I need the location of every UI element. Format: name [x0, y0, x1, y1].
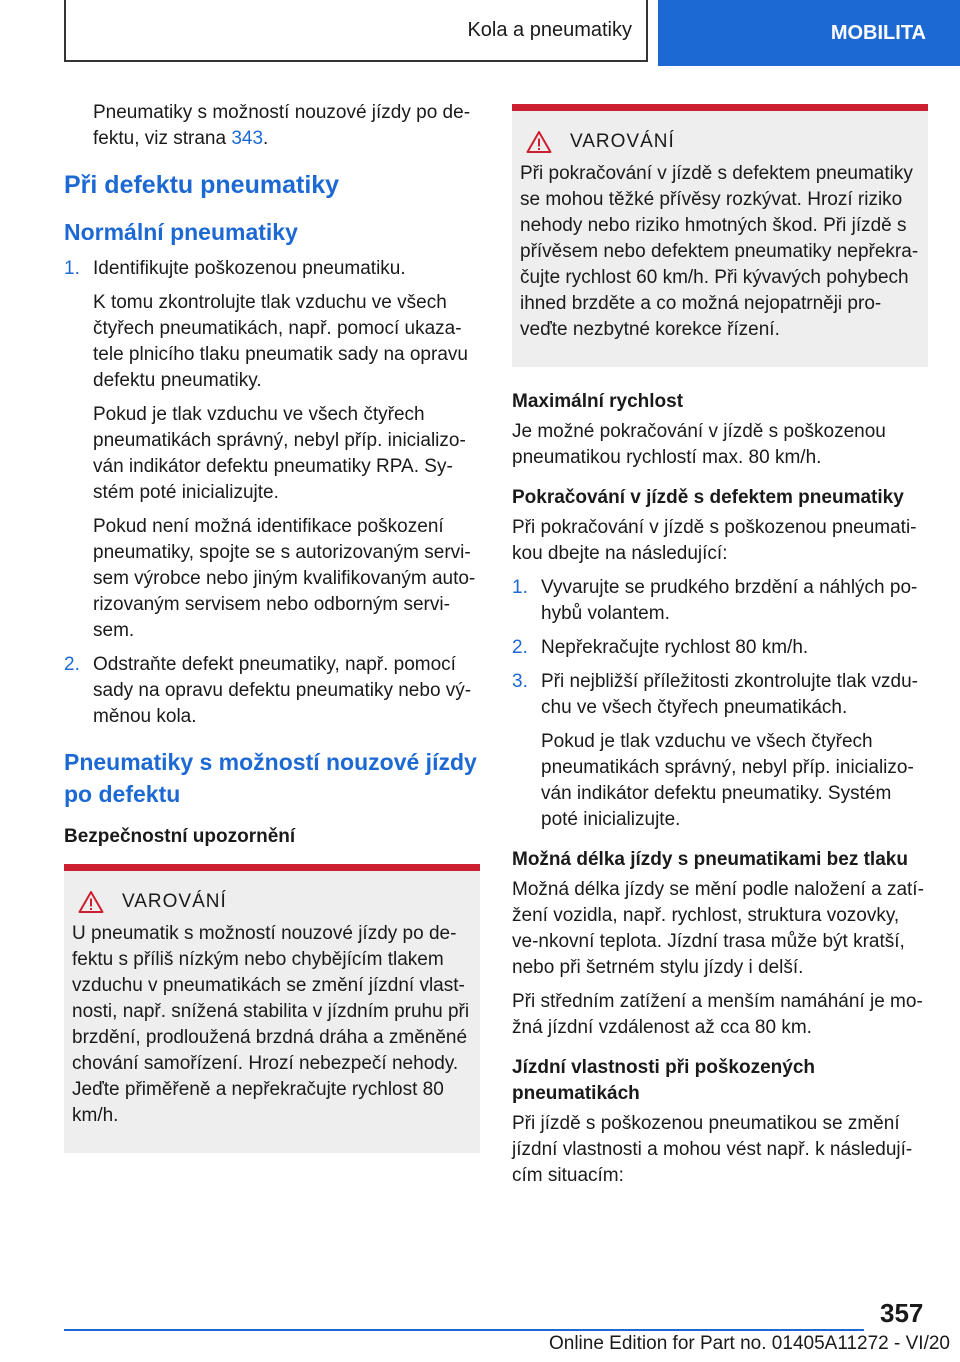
chapter-title: MOBILITA — [830, 21, 926, 44]
max-speed-heading: Maximální rychlost — [512, 391, 684, 412]
intro-text: Pneumatiky s možností nouzové jízdy po de-fektu, viz strana — [93, 102, 471, 149]
warning-text: Při pokračování v jízdě s defektem pneumatiky se mohou těžké přívěsy rozkývat. Hrozí riziko nehody nebo riziko hmotných škod. Při jízdě s přívěsem nebo defektem pneumatiky nepřekra-čujte rychlost 60 km/h. Při kývavých pohybech ihned brzděte a co možná nejopatrněji pro-veďte nezbytné korekce řízení. — [520, 163, 919, 340]
continue-steps-list — [512, 575, 928, 833]
intro-paragraph — [64, 100, 480, 152]
range-text: Při středním zatížení a menším namáhání je mo-žná jízdní vzdálenost až cca 80 km. — [512, 991, 923, 1038]
page-link[interactable]: 343 — [231, 128, 264, 149]
subsection-heading-runflat: Pneumatiky s možností nouzové jízdy po defektu — [64, 749, 477, 807]
warning-box — [512, 104, 928, 367]
list-item — [512, 575, 928, 627]
warning-triangle-icon — [526, 130, 552, 154]
list-number: 1. — [64, 258, 80, 279]
right-column — [512, 104, 928, 1197]
list-item — [512, 635, 928, 661]
repair-steps-list — [64, 256, 480, 730]
footer-divider — [64, 1329, 864, 1331]
subsection-heading-normal: Normální pneumatiky — [64, 219, 298, 245]
list-item — [64, 256, 480, 644]
chapter-tab[interactable] — [658, 0, 960, 66]
list-number: 3. — [512, 671, 528, 692]
step-text: Při nejbližší příležitosti zkontrolujte tlak vzdu-chu ve všech čtyřech pneumatikách. — [541, 671, 918, 718]
step-text: Nepřekračujte rychlost 80 km/h. — [541, 637, 809, 658]
page-header — [0, 0, 960, 66]
warning-triangle-icon — [78, 890, 104, 914]
step-text: Identifikujte poškozenou pneumatiku. — [93, 258, 406, 279]
safety-heading: Bezpečnostní upozornění — [64, 826, 296, 847]
continue-text: Při pokračování v jízdě s poškozenou pneumati-kou dbejte na následující: — [512, 517, 917, 564]
continue-heading: Pokračování v jízdě s defektem pneumatiky — [512, 487, 904, 508]
list-number: 2. — [64, 654, 80, 675]
step-text: Pokud je tlak vzduchu ve všech čtyřech pneumatikách správný, nebyl příp. inicializo-ván indikátor defektu pneumatiky RPA. Sy-stém poté inicializujte. — [93, 404, 466, 503]
section-heading: Při defektu pneumatiky — [64, 171, 340, 199]
list-item — [64, 652, 480, 730]
warning-text: U pneumatik s možností nouzové jízdy po de-fektu s příliš nízkým nebo chybějícím tlakem vzduchu v pneumatikách se změní jízdní vlast-nosti, např. snížená stabilita v jízdním pruhu při brzdění, prodloužená brzdná dráha a změněné chování samořízení. Hrozí nebezpečí nehody. Jeďte přiměřeně a nepřekračujte rychlost 80 km/h. — [72, 923, 470, 1126]
intro-end: . — [263, 128, 269, 149]
list-number: 2. — [512, 637, 528, 658]
page-number: 357 — [880, 1298, 924, 1328]
warning-label: VAROVÁNÍ — [570, 131, 675, 152]
step-text: K tomu zkontrolujte tlak vzduchu ve všech čtyřech pneumatikách, např. pomocí ukaza-tele plnicího tlaku pneumatik sady na opravu defektu pneumatiky. — [93, 292, 468, 391]
list-item — [512, 669, 928, 833]
step-text: Odstraňte defekt pneumatiky, např. pomocí sady na opravu defektu pneumatiky nebo vý-měnou kola. — [93, 654, 472, 727]
step-text: Pokud není možná identifikace poškození pneumatiky, spojte se s autorizovaným servi-sem výrobce nebo jiným kvalifikovaným auto-rizovaným servisem nebo odborným servi-sem. — [93, 516, 476, 641]
warning-label: VAROVÁNÍ — [122, 891, 227, 912]
step-text: Vyvarujte se prudkého brzdění a náhlých po-hybů volantem. — [541, 577, 918, 624]
step-text: Pokud je tlak vzduchu ve všech čtyřech pneumatikách správný, nebyl příp. inicializo-ván indikátor defektu pneumatiky. Systém poté inicializujte. — [541, 731, 914, 830]
max-speed-text: Je možné pokračování v jízdě s poškozenou pneumatikou rychlostí max. 80 km/h. — [512, 421, 886, 468]
edition-text: Online Edition for Part no. 01405A11272 - VI/20 — [548, 1333, 950, 1354]
warning-title — [520, 129, 920, 155]
warning-box — [64, 864, 480, 1153]
range-heading: Možná délka jízdy s pneumatikami bez tlaku — [512, 849, 908, 870]
list-number: 1. — [512, 577, 528, 598]
handling-text: Při jízdě s poškozenou pneumatikou se změní jízdní vlastnosti a mohou vést např. k následují-cím situacím: — [512, 1113, 913, 1186]
handling-heading: Jízdní vlastnosti při poškozených pneumatikách — [512, 1057, 816, 1104]
range-text: Možná délka jízdy se mění podle naložení a zatí-žení vozidla, např. rychlost, struktura vozovky, ve-nkovní teplota. Jízdní trasa může být kratší, nebo při šetrném stylu jízdy i delší. — [512, 879, 924, 978]
section-tab[interactable] — [64, 0, 648, 62]
left-column — [64, 100, 480, 1175]
section-title: Kola a pneumatiky — [467, 18, 632, 41]
warning-title — [72, 889, 472, 915]
